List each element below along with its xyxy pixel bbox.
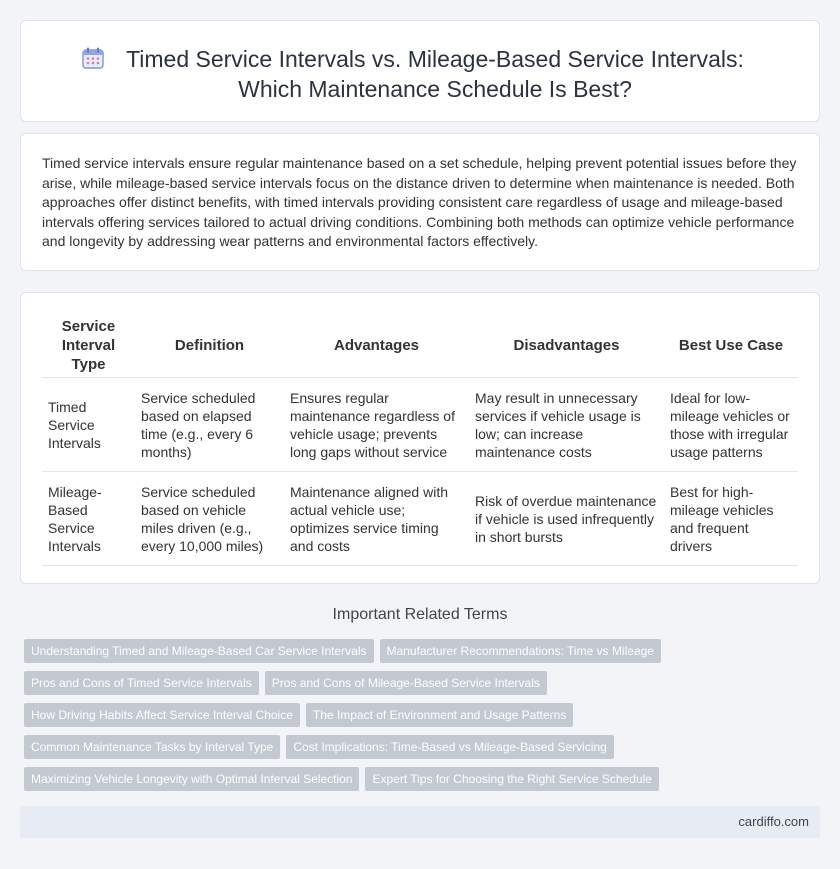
table-cell: Maintenance aligned with actual vehicle use; optimizes service timing and costs <box>284 471 469 565</box>
table-cell: Ensures regular maintenance regardless of vehicle usage; prevents long gaps without service <box>284 377 469 471</box>
footer <box>20 806 820 838</box>
header-definition: Definition <box>174 337 245 355</box>
footer-site-link[interactable]: cardiffo.com <box>738 814 809 829</box>
related-term-tag[interactable]: Pros and Cons of Mileage-Based Service Intervals <box>265 671 547 695</box>
comparison-table <box>42 307 798 566</box>
title-card <box>20 20 820 122</box>
related-term-tag[interactable]: Maximizing Vehicle Longevity with Optimal Interval Selection <box>24 767 359 791</box>
related-terms-list <box>24 639 824 799</box>
related-term-tag[interactable]: Understanding Timed and Mileage-Based Car Service Intervals <box>24 639 374 663</box>
header-disadvantages: Disadvantages <box>513 337 620 355</box>
page-title: Timed Service Intervals vs. Mileage-Based Service Intervals: Which Maintenance Schedule Is Best? <box>126 46 744 102</box>
table-cell: Timed Service Intervals <box>42 377 135 471</box>
related-term-tag[interactable]: Pros and Cons of Timed Service Intervals <box>24 671 259 695</box>
header-best-use-case: Best Use Case <box>678 337 784 355</box>
related-term-tag[interactable]: Common Maintenance Tasks by Interval Type <box>24 735 280 759</box>
table-cell: Ideal for low-mileage vehicles or those with irregular usage patterns <box>664 377 798 471</box>
intro-card <box>20 133 820 271</box>
related-term-tag[interactable]: The Impact of Environment and Usage Patterns <box>306 703 573 727</box>
table-header-row <box>42 307 798 377</box>
table-cell: Service scheduled based on vehicle miles driven (e.g., every 10,000 miles) <box>135 471 284 565</box>
related-term-tag[interactable]: Manufacturer Recommendations: Time vs Mileage <box>380 639 661 663</box>
table-row <box>42 377 798 471</box>
related-term-tag[interactable]: Expert Tips for Choosing the Right Service Schedule <box>365 767 658 791</box>
table-row <box>42 471 798 565</box>
related-terms-title: Important Related Terms <box>332 606 508 623</box>
table-cell: Best for high-mileage vehicles and frequent drivers <box>664 471 798 565</box>
header-service-interval-type: Service Interval Type <box>61 318 116 374</box>
table-cell: Risk of overdue maintenance if vehicle is used infrequently in short bursts <box>469 471 664 565</box>
related-term-tag[interactable]: Cost Implications: Time-Based vs Mileage-Based Servicing <box>286 735 613 759</box>
header-advantages: Advantages <box>333 337 420 355</box>
comparison-table-card <box>20 292 820 584</box>
table-cell: Service scheduled based on elapsed time (e.g., every 6 months) <box>135 377 284 471</box>
table-cell: Mileage-Based Service Intervals <box>42 471 135 565</box>
related-term-tag[interactable]: How Driving Habits Affect Service Interval Choice <box>24 703 300 727</box>
intro-paragraph: Timed service intervals ensure regular maintenance based on a set schedule, helping prevent potential issues before they arise, while mileage-based service intervals focus on the distance driven to determine when maintenance is needed. Both approaches offer distinct benefits, with timed intervals providing consistent care regardless of usage and mileage-based intervals offering services tailored to actual driving conditions. Combining both methods can optimize vehicle performance and longevity by addressing wear patterns and environmental factors effectively. <box>42 155 797 250</box>
table-cell: May result in unnecessary services if vehicle usage is low; can increase maintenance costs <box>469 377 664 471</box>
